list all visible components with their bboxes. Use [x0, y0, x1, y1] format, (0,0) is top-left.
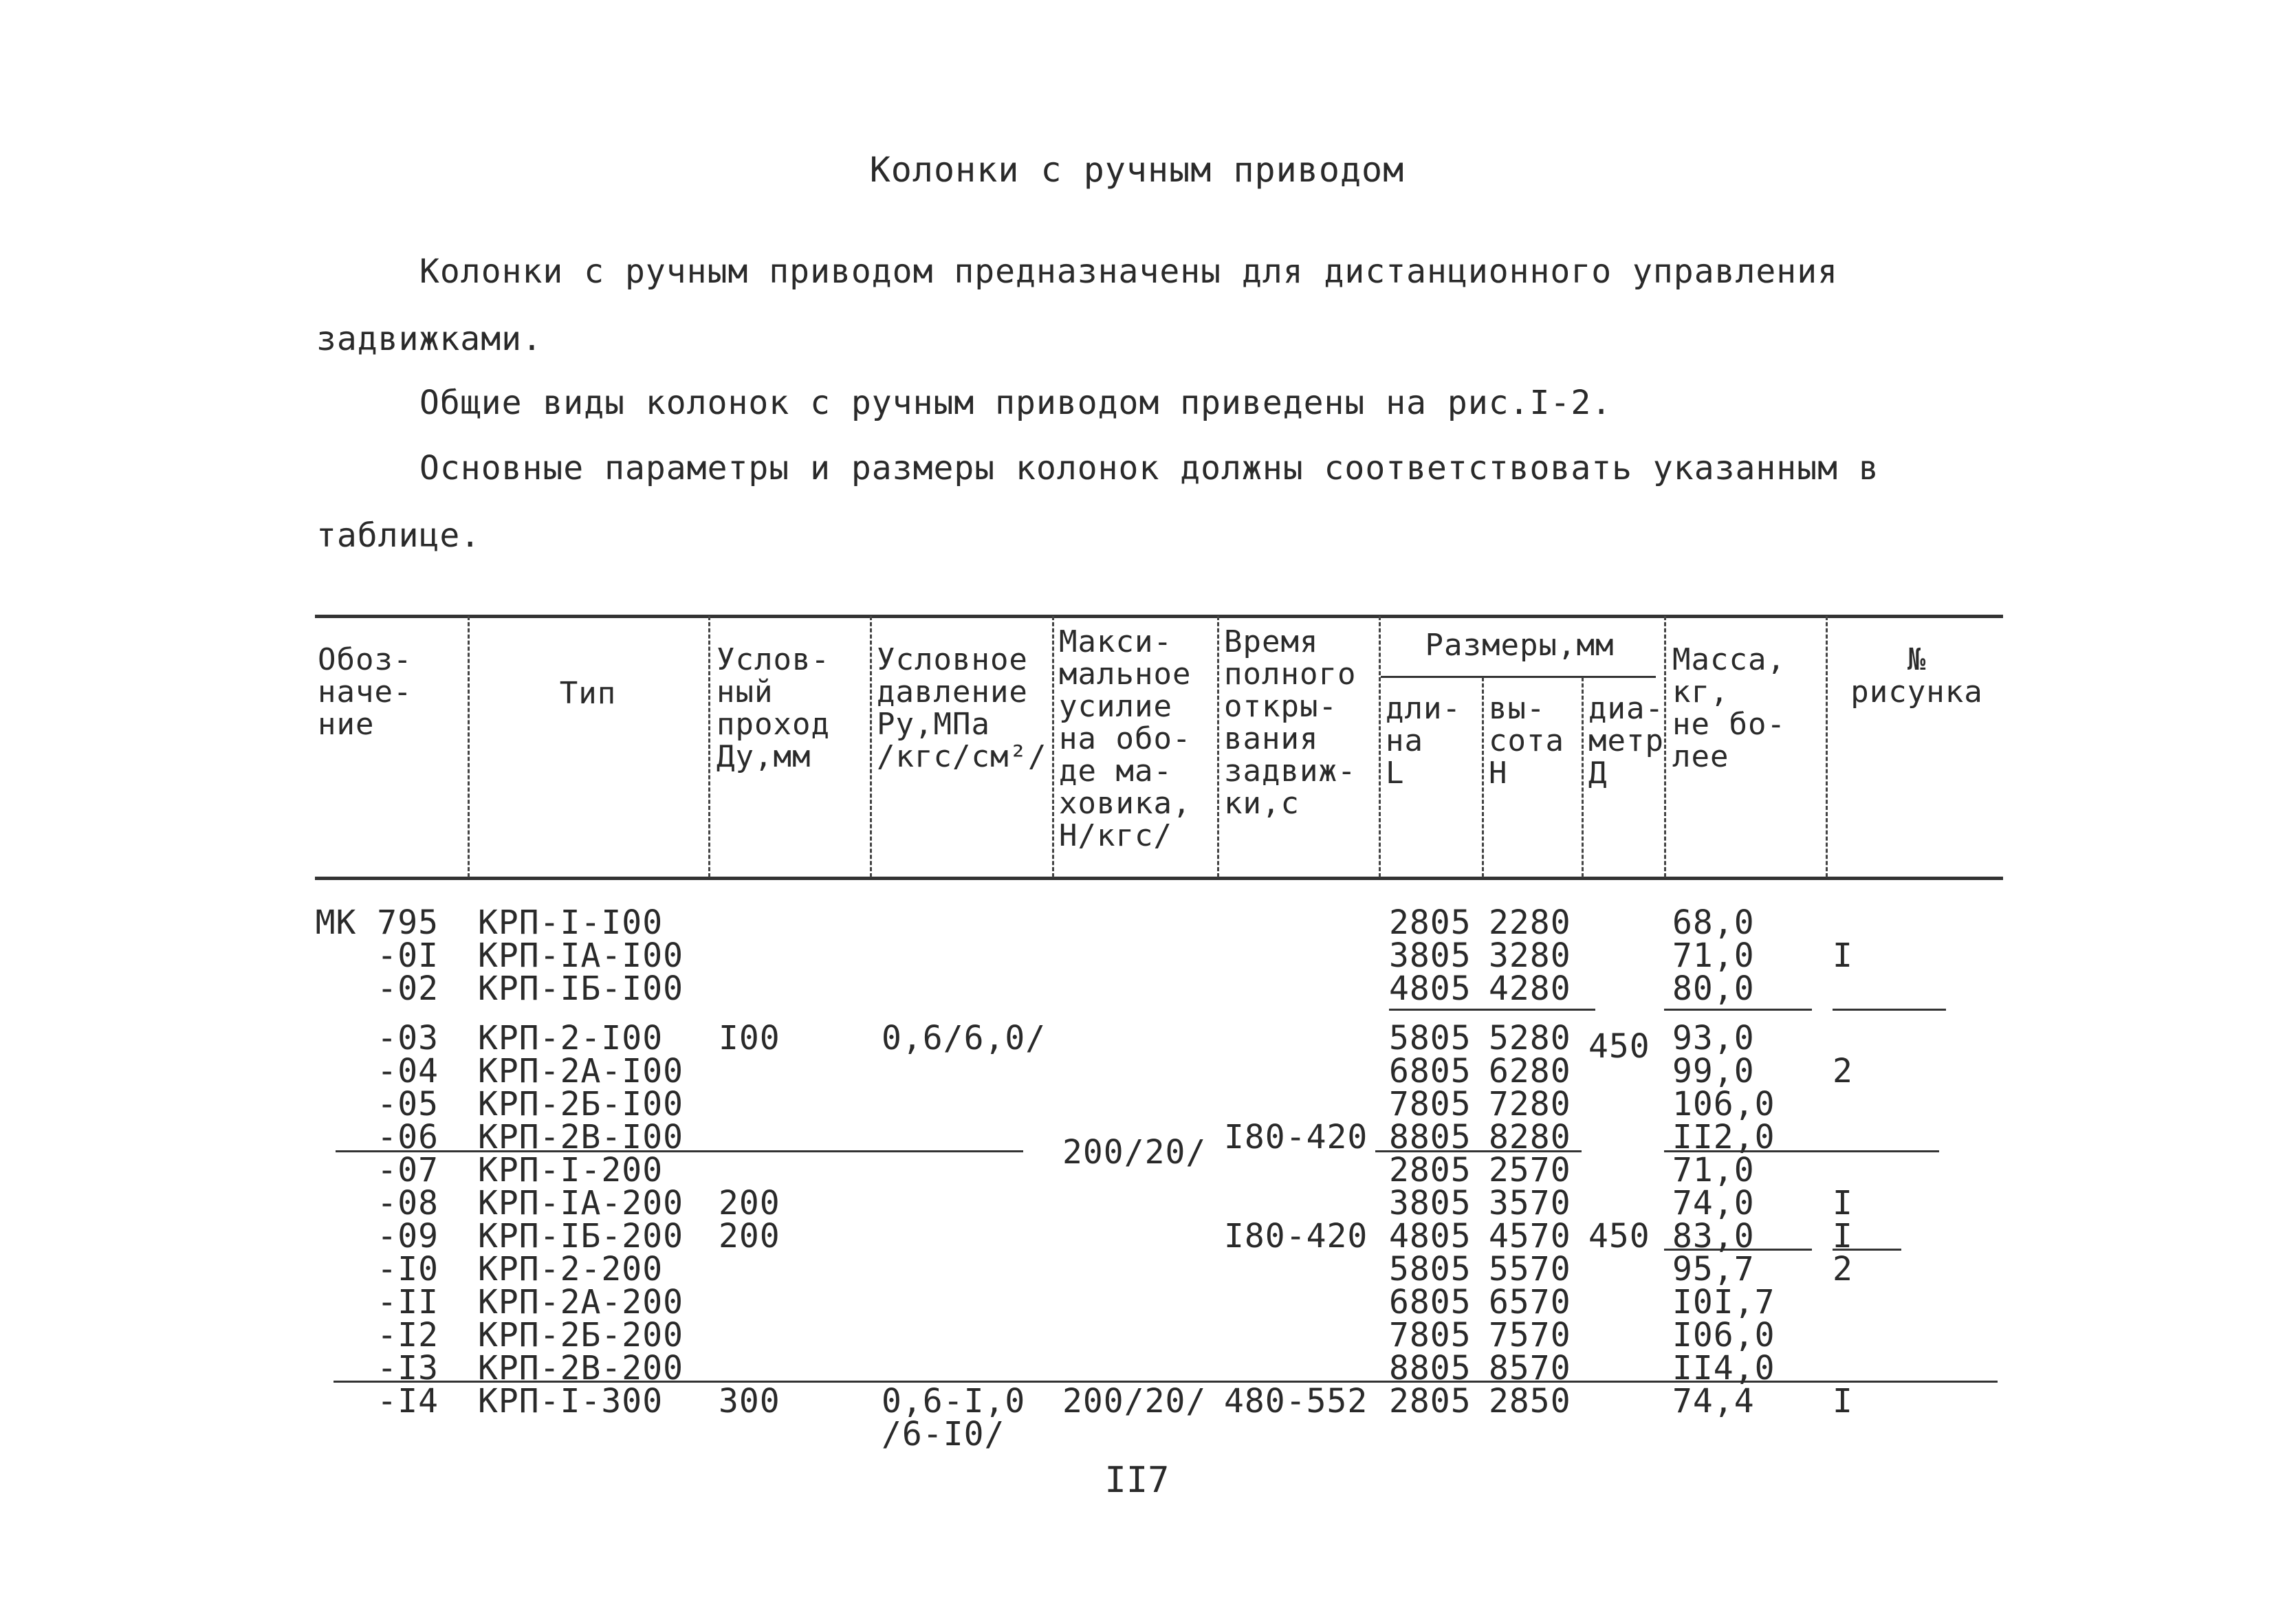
- cell-height: 7570: [1489, 1316, 1571, 1354]
- cell-pressure: 0,6-I,0 /6-I0/: [882, 1382, 1026, 1453]
- cell-designation: -04: [377, 1052, 439, 1090]
- cell-mass: I0I,7: [1672, 1283, 1775, 1321]
- column-divider: [870, 616, 872, 877]
- cell-designation: -I3: [377, 1349, 439, 1387]
- cell-designation: -06: [377, 1118, 439, 1156]
- cell-height: 3280: [1489, 936, 1571, 975]
- column-divider: [468, 616, 470, 877]
- column-divider: [1052, 616, 1054, 877]
- cell-pressure: 0,6/6,0/: [882, 1019, 1047, 1057]
- group-rule: [1833, 1009, 1946, 1011]
- table-top-rule: [315, 615, 2003, 618]
- cell-designation: -I0: [377, 1250, 439, 1288]
- paragraph-general-views: Общие виды колонок с ручным приводом приведены на рис.I-2.: [419, 384, 1612, 422]
- cell-type: КРП-I-200: [478, 1151, 664, 1189]
- page-number: II7: [1104, 1460, 1170, 1501]
- cell-height: 2280: [1489, 903, 1571, 942]
- cell-designation: -II: [377, 1283, 439, 1321]
- column-divider: [1217, 616, 1219, 877]
- cell-length: 7805: [1389, 1316, 1472, 1354]
- header-dimensions: Размеры,мм: [1425, 628, 1615, 663]
- cell-type: КРП-IБ-200: [478, 1217, 684, 1255]
- cell-mass: II4,0: [1672, 1349, 1775, 1387]
- cell-designation: -05: [377, 1085, 439, 1123]
- cell-type: КРП-2Б-I00: [478, 1085, 684, 1123]
- cell-type: КРП-2В-200: [478, 1349, 684, 1387]
- cell-nominal-bore: 200: [719, 1184, 780, 1222]
- cell-height: 7280: [1489, 1085, 1571, 1123]
- cell-type: КРП-2А-200: [478, 1283, 684, 1321]
- cell-length: 5805: [1389, 1250, 1472, 1288]
- paragraph-parameters: Основные параметры и размеры колонок должны соответствовать указанным в таблице.: [316, 449, 1879, 555]
- cell-mass: 83,0: [1672, 1217, 1755, 1255]
- cell-type: КРП-2А-I00: [478, 1052, 684, 1090]
- header-figure: № рисунка: [1850, 642, 1983, 710]
- paragraph-purpose: Колонки с ручным приводом предназначены для дистанционного управления задвижками.: [316, 252, 1838, 358]
- cell-height: 4570: [1489, 1217, 1571, 1255]
- cell-height: 2570: [1489, 1151, 1571, 1189]
- cell-length: 4805: [1389, 1217, 1472, 1255]
- header-open-time: Время полного откры- вания задвиж- ки,с: [1224, 624, 1357, 821]
- header-type: Тип: [559, 676, 617, 711]
- cell-length: 8805: [1389, 1349, 1472, 1387]
- header-pressure: Условное давление Ру,МПа /кгс/см²/: [877, 642, 1047, 774]
- header-mass: Масса, кг, не бо- лее: [1672, 642, 1786, 774]
- cell-figure: 2: [1833, 1052, 1853, 1090]
- cell-length: 3805: [1389, 1184, 1472, 1222]
- cell-length: 2805: [1389, 1151, 1472, 1189]
- cell-figure: I: [1833, 1382, 1853, 1420]
- header-height: вы- сота Н: [1489, 691, 1564, 791]
- cell-length: 5805: [1389, 1019, 1472, 1057]
- column-divider: [1826, 616, 1828, 877]
- header-length: дли- на L: [1386, 691, 1461, 791]
- cell-max-force: 200/20/: [1062, 1382, 1207, 1420]
- header-max-force: Макси- мальное усилие на обо- де ма- ховика, Н/кгс/: [1059, 624, 1192, 853]
- cell-mass: 74,0: [1672, 1184, 1755, 1222]
- cell-mass: I06,0: [1672, 1316, 1775, 1354]
- cell-type: КРП-2-I00: [478, 1019, 664, 1057]
- group-rule: [1389, 1009, 1595, 1011]
- header-designation: Обоз- наче- ние: [318, 642, 413, 742]
- cell-length: 8805: [1389, 1118, 1472, 1156]
- cell-height: 4280: [1489, 969, 1571, 1008]
- cell-figure: 2: [1833, 1250, 1853, 1288]
- cell-open-time: 480-552: [1224, 1382, 1368, 1420]
- cell-height: 6280: [1489, 1052, 1571, 1090]
- column-divider: [708, 616, 710, 877]
- cell-type: КРП-IА-200: [478, 1184, 684, 1222]
- cell-designation: -02: [377, 969, 439, 1008]
- cell-type: КРП-I-300: [478, 1382, 664, 1420]
- cell-mass: 80,0: [1672, 969, 1755, 1008]
- cell-height: 2850: [1489, 1382, 1571, 1420]
- column-divider: [1664, 616, 1666, 877]
- cell-height: 8280: [1489, 1118, 1571, 1156]
- cell-designation: -03: [377, 1019, 439, 1057]
- column-divider: [1379, 616, 1381, 877]
- cell-designation: -I2: [377, 1316, 439, 1354]
- cell-nominal-bore: I00: [719, 1019, 780, 1057]
- cell-designation: -08: [377, 1184, 439, 1222]
- cell-length: 2805: [1389, 903, 1472, 942]
- cell-mass: 68,0: [1672, 903, 1755, 942]
- cell-length: 7805: [1389, 1085, 1472, 1123]
- dimensions-group-rule: [1381, 676, 1656, 678]
- cell-length: 4805: [1389, 969, 1472, 1008]
- cell-nominal-bore: 200: [719, 1217, 780, 1255]
- cell-figure: I: [1833, 1217, 1853, 1255]
- cell-type: КРП-I-I00: [478, 903, 664, 942]
- page-title: Колонки с ручным приводом: [869, 150, 1405, 190]
- cell-height: 5570: [1489, 1250, 1571, 1288]
- cell-mass: 71,0: [1672, 1151, 1755, 1189]
- group-rule: [1664, 1009, 1812, 1011]
- column-divider: [1582, 677, 1584, 877]
- cell-diameter: 450: [1588, 1217, 1650, 1255]
- cell-height: 3570: [1489, 1184, 1571, 1222]
- cell-height: 8570: [1489, 1349, 1571, 1387]
- cell-mass: 93,0: [1672, 1019, 1755, 1057]
- cell-figure: I: [1833, 1184, 1853, 1222]
- cell-length: 6805: [1389, 1283, 1472, 1321]
- cell-designation: -09: [377, 1217, 439, 1255]
- cell-length: 6805: [1389, 1052, 1472, 1090]
- cell-mass: 106,0: [1672, 1085, 1775, 1123]
- cell-type: КРП-IА-I00: [478, 936, 684, 975]
- cell-designation: -07: [377, 1151, 439, 1189]
- cell-length: 2805: [1389, 1382, 1472, 1420]
- cell-mass: 71,0: [1672, 936, 1755, 975]
- cell-diameter: 450: [1588, 1027, 1650, 1066]
- cell-type: КРП-IБ-I00: [478, 969, 684, 1008]
- cell-type: КРП-2В-I00: [478, 1118, 684, 1156]
- cell-open-time: I80-420: [1224, 1217, 1368, 1255]
- cell-height: 5280: [1489, 1019, 1571, 1057]
- header-nominal-bore: Услов- ный проход Ду,мм: [717, 642, 830, 774]
- cell-type: КРП-2Б-200: [478, 1316, 684, 1354]
- header-bottom-rule: [315, 877, 2003, 880]
- cell-open-time: I80-420: [1224, 1118, 1368, 1156]
- cell-max-force: 200/20/: [1062, 1133, 1207, 1172]
- cell-height: 6570: [1489, 1283, 1571, 1321]
- cell-nominal-bore: 300: [719, 1382, 780, 1420]
- column-divider: [1482, 677, 1484, 877]
- cell-type: КРП-2-200: [478, 1250, 664, 1288]
- cell-length: 3805: [1389, 936, 1472, 975]
- cell-designation: -0I: [377, 936, 439, 975]
- cell-mass: 74,4: [1672, 1382, 1755, 1420]
- cell-figure: I: [1833, 936, 1853, 975]
- header-diameter: диа- метр Д: [1588, 691, 1664, 791]
- cell-mass: 99,0: [1672, 1052, 1755, 1090]
- cell-mass: II2,0: [1672, 1118, 1775, 1156]
- cell-mass: 95,7: [1672, 1250, 1755, 1288]
- cell-designation: МК 795: [315, 903, 439, 942]
- cell-designation: -I4: [377, 1382, 439, 1420]
